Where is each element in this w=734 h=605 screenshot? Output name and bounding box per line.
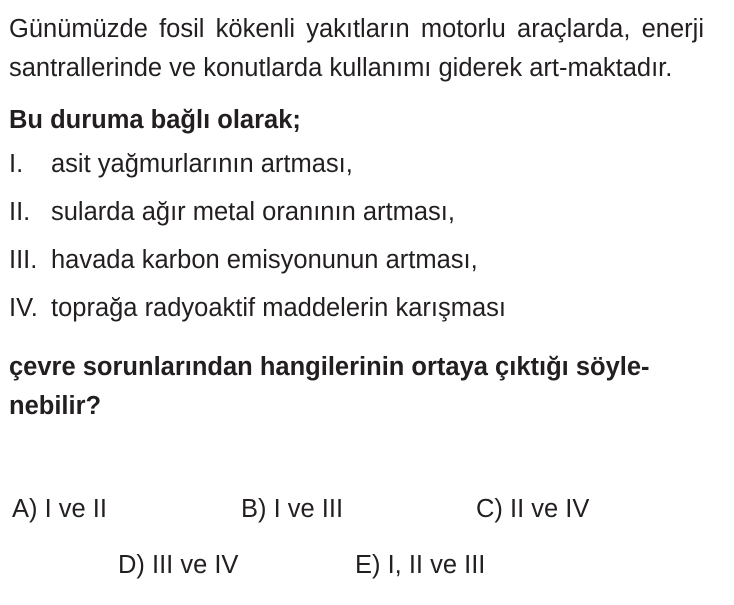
statement-text: asit yağmurlarının artması,: [51, 150, 353, 178]
question-block: [9, 10, 704, 426]
option-d[interactable]: D) III ve IV: [118, 551, 239, 579]
statement-item: [9, 284, 704, 332]
statement-number: IV.: [9, 294, 38, 322]
question-stem: Günümüzde fosil kökenli yakıtların motorlu araçlarda, enerji santrallerinde ve konutlarda kullanımı giderek art-maktadır.: [9, 15, 704, 82]
statement-item: [9, 188, 704, 236]
option-b[interactable]: B) I ve III: [241, 495, 344, 523]
statement-item: [9, 236, 704, 284]
statement-item: [9, 140, 704, 188]
question-lead: Bu duruma bağlı olarak;: [9, 106, 301, 134]
option-c[interactable]: C) II ve IV: [476, 495, 590, 523]
statement-number: II.: [9, 198, 31, 226]
question-prompt: çevre sorunlarından hangilerinin ortaya çıktığı söyle-nebilir?: [9, 353, 650, 420]
statement-number: I.: [9, 150, 24, 178]
statement-list: [9, 140, 704, 332]
option-a[interactable]: A) I ve II: [12, 495, 107, 523]
statement-text: sularda ağır metal oranının artması,: [51, 198, 455, 226]
option-e[interactable]: E) I, II ve III: [355, 551, 486, 579]
statement-text: toprağa radyoaktif maddelerin karışması: [51, 294, 506, 322]
statement-number: III.: [9, 246, 38, 274]
statement-text: havada karbon emisyonunun artması,: [51, 246, 478, 274]
